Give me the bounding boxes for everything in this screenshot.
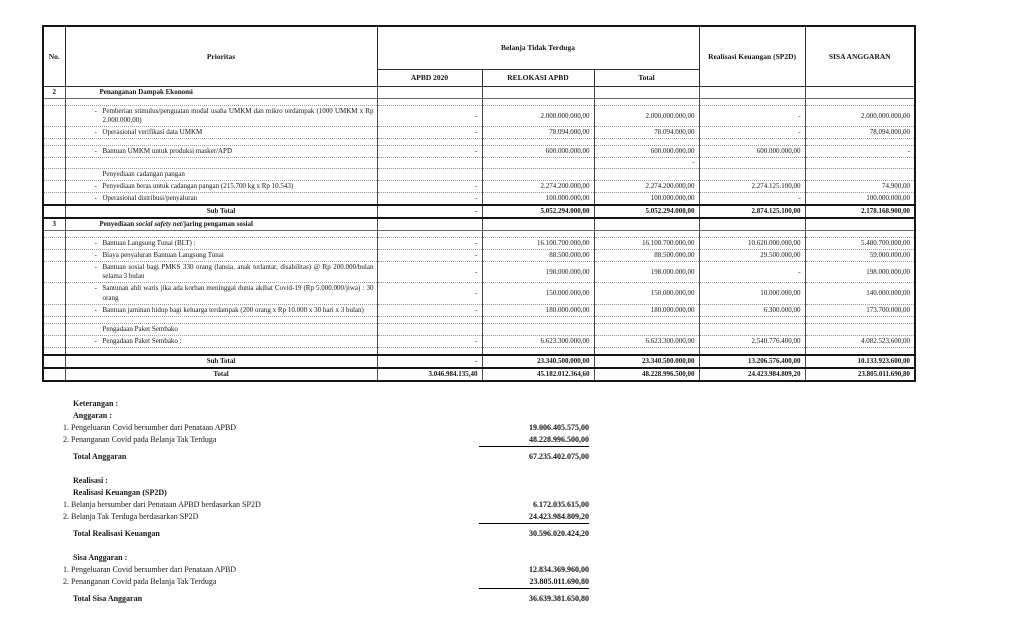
- value-cell: [699, 168, 805, 180]
- row-number-cell: [43, 250, 65, 262]
- row-number-cell: [43, 99, 65, 106]
- value-cell: [594, 168, 699, 180]
- keterangan-group-heading: Sisa Anggaran :: [73, 553, 128, 562]
- value-cell: [805, 139, 915, 146]
- table-row: [43, 87, 915, 99]
- priority-cell: [65, 262, 377, 283]
- priority-cell: [65, 335, 377, 347]
- value-cell: [377, 231, 482, 238]
- value-cell: -: [699, 106, 805, 127]
- item-dash: -: [94, 336, 97, 345]
- value-cell: 23.805.011.690,80: [805, 368, 915, 381]
- value-cell: 4.082.523.600,00: [805, 335, 915, 347]
- priority-cell: [65, 316, 377, 323]
- value-cell: 23.340.500.000,00: [594, 355, 699, 368]
- keterangan-item-label: 2. Belanja Tak Terduga berdasarkan SP2D: [63, 512, 199, 521]
- value-cell: 88.500.000,00: [482, 250, 594, 262]
- value-cell: 173.700.000,00: [805, 304, 915, 316]
- col-header-belanja-tidak-terduga: Belanja Tidak Terduga: [377, 26, 699, 70]
- priority-cell: [65, 238, 377, 250]
- value-cell: [805, 99, 915, 106]
- value-cell: [699, 218, 805, 231]
- keterangan-item: [63, 422, 589, 434]
- priority-cell: [65, 231, 377, 238]
- value-cell: [594, 231, 699, 238]
- value-cell: [482, 168, 594, 180]
- keterangan-total-line: [73, 593, 589, 605]
- priority-cell: Penanganan Dampak Ekonomi: [65, 87, 377, 99]
- value-cell: -: [377, 205, 482, 218]
- value-cell: [482, 323, 594, 335]
- value-cell: [805, 316, 915, 323]
- keterangan-total-label: Total Anggaran: [73, 452, 127, 461]
- keterangan-total-value: 30.596.020.424,20: [529, 529, 589, 538]
- value-cell: 2.274.200.000,00: [594, 180, 699, 192]
- value-cell: -: [377, 192, 482, 205]
- value-cell: [594, 218, 699, 231]
- table-row: [43, 106, 915, 127]
- value-cell: -: [377, 304, 482, 316]
- priority-cell: [65, 146, 377, 158]
- item-label: Pemberian stimulus/penguatan modal usaha UMKM dan mikro terdampak (1000 UMKM x Rp 2.000.000,00): [102, 107, 374, 125]
- item-dash: -: [94, 193, 97, 202]
- value-cell: -: [377, 283, 482, 304]
- row-number-cell: [43, 192, 65, 205]
- value-cell: 2.274.125.100,00: [699, 180, 805, 192]
- table-row: [43, 250, 915, 262]
- table-row: [43, 231, 915, 238]
- value-cell: 48.228.996.500,00: [594, 368, 699, 381]
- value-cell: 150.000.000,00: [482, 283, 594, 304]
- keterangan-item: [63, 511, 589, 524]
- value-cell: [377, 323, 482, 335]
- value-cell: [482, 316, 594, 323]
- value-cell: 3.046.984.135,40: [377, 368, 482, 381]
- table-row: [43, 355, 915, 368]
- col-header-sisa-anggaran: SISA ANGGARAN: [805, 26, 915, 87]
- col-header-total: Total: [594, 70, 699, 87]
- value-cell: [805, 87, 915, 99]
- value-cell: -: [377, 146, 482, 158]
- table-row: [43, 283, 915, 304]
- col-header-apbd-2020: APBD 2020: [377, 70, 482, 87]
- value-cell: [699, 99, 805, 106]
- budget-table-body: [43, 87, 915, 382]
- col-header-no: No.: [43, 26, 65, 87]
- item-dash: -: [94, 251, 97, 260]
- value-cell: 59.000.000,00: [805, 250, 915, 262]
- value-cell: -: [377, 106, 482, 127]
- value-cell: [699, 87, 805, 99]
- value-cell: [699, 231, 805, 238]
- value-cell: -: [699, 192, 805, 205]
- table-row: [43, 192, 915, 205]
- value-cell: 100.000.000,00: [482, 192, 594, 205]
- value-cell: 78.094.000,00: [805, 127, 915, 139]
- keterangan-total-label: Total Realisasi Keuangan: [73, 529, 160, 538]
- value-cell: 13.206.576.400,00: [699, 355, 805, 368]
- item-dash: -: [94, 263, 97, 272]
- table-row: [43, 368, 915, 381]
- row-number-cell: [43, 146, 65, 158]
- value-cell: 180.000.000,00: [482, 304, 594, 316]
- value-cell: 2.000.000.000,00: [594, 106, 699, 127]
- row-number-cell: 2: [43, 87, 65, 99]
- value-cell: [377, 218, 482, 231]
- value-cell: [482, 158, 594, 168]
- value-cell: 198.000.000,00: [594, 262, 699, 283]
- item-dash: -: [94, 239, 97, 248]
- value-cell: -: [377, 238, 482, 250]
- value-cell: [805, 158, 915, 168]
- priority-cell: [65, 304, 377, 316]
- value-cell: [377, 316, 482, 323]
- item-dash: -: [94, 107, 97, 116]
- value-cell: -: [594, 158, 699, 168]
- col-header-prioritas: Prioritas: [65, 26, 377, 87]
- keterangan-total-value: 36.639.381.650,80: [529, 594, 589, 603]
- value-cell: 198.000.000,00: [482, 262, 594, 283]
- table-row: [43, 127, 915, 139]
- table-row: [43, 262, 915, 283]
- keterangan-group-heading: Anggaran :: [73, 411, 112, 420]
- table-row: [43, 335, 915, 347]
- value-cell: [805, 231, 915, 238]
- table-row: [43, 158, 915, 168]
- value-cell: 5.052.294.000,00: [482, 205, 594, 218]
- value-cell: 6.300.000,00: [699, 304, 805, 316]
- keterangan-item-value: 48.228.996.500,00: [479, 434, 589, 447]
- value-cell: 78.094.000,00: [594, 127, 699, 139]
- item-label: Penyediaan beras untuk cadangan pangan (215.700 kg x Rp 10.543): [102, 181, 294, 190]
- row-number-cell: [43, 180, 65, 192]
- priority-cell: Penyediaan social safety net/jaring pengaman sosial: [65, 218, 377, 231]
- value-cell: [482, 139, 594, 146]
- value-cell: -: [377, 262, 482, 283]
- row-number-cell: [43, 283, 65, 304]
- keterangan-title: Keterangan :: [73, 399, 119, 408]
- priority-cell: [65, 347, 377, 355]
- value-cell: [377, 347, 482, 355]
- value-cell: 600.000.000,00: [699, 146, 805, 158]
- value-cell: [482, 231, 594, 238]
- value-cell: 10.620.000.000,00: [699, 238, 805, 250]
- value-cell: [805, 218, 915, 231]
- value-cell: 88.500.000,00: [594, 250, 699, 262]
- item-label: Biaya penyaluran Bantuan Langsung Tunai: [102, 251, 224, 260]
- keterangan-section: [63, 398, 589, 605]
- table-row: [43, 304, 915, 316]
- table-row: [43, 323, 915, 335]
- row-number-cell: [43, 168, 65, 180]
- item-label: Penyediaan cadangan pangan: [102, 169, 185, 178]
- keterangan-total-label: Total Sisa Anggaran: [73, 594, 143, 603]
- item-dash: -: [94, 305, 97, 314]
- value-cell: -: [377, 355, 482, 368]
- value-cell: 78.094.000,00: [482, 127, 594, 139]
- item-label: Bantuan sosial bagi PMKS 330 orang (lansia, anak terlantar, disabilitas) @ Rp 200.000/bulan selama 3 bulan: [102, 263, 374, 281]
- priority-cell: [65, 323, 377, 335]
- item-label: Pengadaan Paket Sembako: [102, 324, 178, 333]
- value-cell: 29.500.000,00: [699, 250, 805, 262]
- value-cell: 5.052.294.000,00: [594, 205, 699, 218]
- value-cell: [594, 139, 699, 146]
- value-cell: -: [699, 262, 805, 283]
- keterangan-item-label: 2. Penanganan Covid pada Belanja Tak Terduga: [63, 435, 217, 444]
- keterangan-item-label: 2. Penanganan Covid pada Belanja Tak Terduga: [63, 577, 217, 586]
- value-cell: 45.182.012.364,60: [482, 368, 594, 381]
- keterangan-group-heading: Realisasi Keuangan (SP2D): [73, 488, 167, 497]
- value-cell: [594, 347, 699, 355]
- value-cell: 24.423.984.809,20: [699, 368, 805, 381]
- priority-cell: [65, 99, 377, 106]
- value-cell: -: [699, 127, 805, 139]
- value-cell: [482, 99, 594, 106]
- value-cell: -: [377, 127, 482, 139]
- keterangan-group-heading: Realisasi :: [73, 476, 108, 485]
- row-number-cell: [43, 205, 65, 218]
- keterangan-item-label: 1. Belanja bersumber dari Penataan APBD berdasarkan SP2D: [63, 500, 261, 509]
- value-cell: 2.000.000.000,00: [805, 106, 915, 127]
- value-cell: -: [377, 180, 482, 192]
- item-dash: -: [94, 181, 97, 190]
- table-row: [43, 99, 915, 106]
- value-cell: 2.540.776.400,00: [699, 335, 805, 347]
- item-label: Bantuan Langsung Tunai (BLT) :: [102, 239, 196, 248]
- value-cell: [805, 347, 915, 355]
- row-number-cell: 3: [43, 218, 65, 231]
- item-label: Operasional verifikasi data UMKM: [102, 128, 203, 137]
- value-cell: 6.623.300.000,00: [482, 335, 594, 347]
- value-cell: 2.000.000.000,00: [482, 106, 594, 127]
- keterangan-total-line: [73, 528, 589, 540]
- value-cell: -: [805, 146, 915, 158]
- keterangan-group: [63, 410, 589, 463]
- value-cell: 150.000.000,00: [594, 283, 699, 304]
- value-cell: [699, 139, 805, 146]
- table-row: [43, 146, 915, 158]
- keterangan-item: [63, 576, 589, 589]
- table-row: [43, 316, 915, 323]
- value-cell: [377, 139, 482, 146]
- keterangan-group: [63, 475, 589, 540]
- keterangan-item-value: 6.172.035.615,00: [533, 500, 589, 509]
- value-cell: [699, 158, 805, 168]
- keterangan-item-value: 24.423.984.809,20: [479, 511, 589, 524]
- table-row: [43, 168, 915, 180]
- value-cell: [377, 99, 482, 106]
- item-dash: -: [94, 147, 97, 156]
- row-number-cell: [43, 158, 65, 168]
- row-number-cell: [43, 231, 65, 238]
- row-number-cell: [43, 127, 65, 139]
- budget-table: [42, 25, 916, 382]
- priority-cell: Sub Total: [65, 205, 377, 218]
- priority-cell: [65, 250, 377, 262]
- keterangan-group: [63, 552, 589, 605]
- keterangan-item-label: 1. Pengeluaran Covid bersumber dari Penataan APBD: [63, 565, 237, 574]
- keterangan-item-label: 1. Pengeluaran Covid bersumber dari Penataan APBD: [63, 423, 237, 432]
- value-cell: -: [377, 335, 482, 347]
- keterangan-groups: [63, 410, 589, 605]
- row-number-cell: [43, 355, 65, 368]
- keterangan-item-value: 12.834.369.960,00: [529, 565, 589, 574]
- row-number-cell: [43, 335, 65, 347]
- item-label: Pengadaan Paket Sembako :: [102, 336, 182, 345]
- priority-cell: Sub Total: [65, 355, 377, 368]
- priority-cell: [65, 127, 377, 139]
- item-label: Operasional distribusi/penyaluran: [102, 193, 198, 202]
- value-cell: 600.000.000,00: [594, 146, 699, 158]
- keterangan-total-value: 67.235.402.075,00: [529, 452, 589, 461]
- value-cell: 2.178.168.900,00: [805, 205, 915, 218]
- value-cell: 140.000.000,00: [805, 283, 915, 304]
- budget-table-wrapper: [42, 25, 914, 382]
- value-cell: 5.480.700.000,00: [805, 238, 915, 250]
- keterangan-item: [63, 499, 589, 511]
- keterangan-item-value: 19.006.405.575,00: [529, 423, 589, 432]
- value-cell: 100.000.000,00: [805, 192, 915, 205]
- priority-cell: [65, 139, 377, 146]
- row-number-cell: [43, 262, 65, 283]
- item-label: Bantuan UMKM untuk produksi masker/APD: [102, 147, 232, 156]
- value-cell: -: [377, 250, 482, 262]
- keterangan-item: [63, 564, 589, 576]
- value-cell: [377, 158, 482, 168]
- value-cell: [594, 316, 699, 323]
- value-cell: 23.340.500.000,00: [482, 355, 594, 368]
- item-label: Santunan ahli waris jika ada korban meninggal dunia akibat Covid-19 (Rp 5.000.000/jiwa) : 30 orang: [102, 284, 374, 302]
- value-cell: [805, 323, 915, 335]
- row-number-cell: [43, 323, 65, 335]
- priority-cell: [65, 192, 377, 205]
- table-row: [43, 218, 915, 231]
- table-row: [43, 139, 915, 146]
- value-cell: [699, 316, 805, 323]
- value-cell: [594, 323, 699, 335]
- row-number-cell: [43, 139, 65, 146]
- row-number-cell: [43, 238, 65, 250]
- value-cell: 6.623.300.000,00: [594, 335, 699, 347]
- row-number-cell: [43, 106, 65, 127]
- value-cell: 198.000.000,00: [805, 262, 915, 283]
- row-number-cell: [43, 304, 65, 316]
- keterangan-item: [63, 434, 589, 447]
- priority-cell: [65, 106, 377, 127]
- keterangan-total-line: [73, 451, 589, 463]
- item-label: Bantuan jaminan hidup bagi keluarga terdampak (200 orang x Rp 10.000 x 30 hari x 3 bulan): [102, 305, 364, 314]
- priority-cell: [65, 168, 377, 180]
- value-cell: [377, 168, 482, 180]
- value-cell: [594, 87, 699, 99]
- priority-cell: Total: [65, 368, 377, 381]
- value-cell: [805, 168, 915, 180]
- value-cell: 2.274.200.000,00: [482, 180, 594, 192]
- value-cell: [594, 99, 699, 106]
- keterangan-item-value: 23.805.011.690,80: [479, 576, 589, 589]
- priority-cell: [65, 283, 377, 304]
- value-cell: [482, 347, 594, 355]
- value-cell: [482, 87, 594, 99]
- value-cell: 180.000.000,00: [594, 304, 699, 316]
- item-dash: -: [94, 284, 97, 293]
- value-cell: [699, 347, 805, 355]
- priority-cell: [65, 180, 377, 192]
- value-cell: 16.100.700.000,00: [594, 238, 699, 250]
- row-number-cell: [43, 368, 65, 381]
- col-header-realisasi: Realisasi Keuangan (SP2D): [699, 26, 805, 87]
- value-cell: [377, 87, 482, 99]
- value-cell: 10.000.000,00: [699, 283, 805, 304]
- value-cell: 10.133.923.600,00: [805, 355, 915, 368]
- item-dash: -: [94, 128, 97, 137]
- table-row: [43, 347, 915, 355]
- value-cell: [482, 218, 594, 231]
- table-row: [43, 205, 915, 218]
- value-cell: 16.100.700.000,00: [482, 238, 594, 250]
- priority-cell: [65, 158, 377, 168]
- col-header-relokasi-apbd: RELOKASI APBD: [482, 70, 594, 87]
- table-row: [43, 238, 915, 250]
- value-cell: 600.000.000,00: [482, 146, 594, 158]
- row-number-cell: [43, 347, 65, 355]
- table-header: [43, 26, 915, 87]
- value-cell: 2.874.125.100,00: [699, 205, 805, 218]
- value-cell: [699, 323, 805, 335]
- table-row: [43, 180, 915, 192]
- value-cell: 74.900,00: [805, 180, 915, 192]
- value-cell: 100.000.000,00: [594, 192, 699, 205]
- row-number-cell: [43, 316, 65, 323]
